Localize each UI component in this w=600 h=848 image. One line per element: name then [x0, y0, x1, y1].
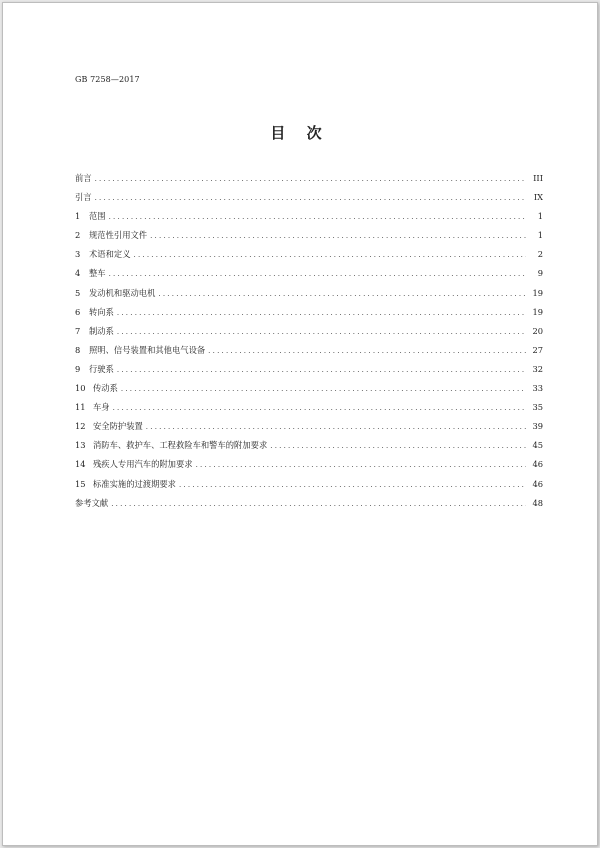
toc-entry-page: 20: [532, 325, 543, 336]
toc-entry-number: 15: [75, 478, 86, 489]
toc-entry-page: 33: [532, 383, 543, 394]
toc-entry-label: 安全防护装置: [93, 421, 143, 432]
toc-entry-5[interactable]: [75, 284, 543, 303]
dot-leader: [134, 246, 527, 265]
toc-entry-page: 45: [532, 440, 543, 451]
toc-entry-label: 制动系: [89, 325, 114, 336]
dot-leader: [117, 323, 526, 342]
toc-entry-13[interactable]: [75, 436, 543, 455]
toc-entry-label: 车身: [93, 402, 110, 413]
toc-entry-label: 行驶系: [89, 363, 114, 374]
toc-entry-label: 范围: [89, 211, 106, 222]
dot-leader: [208, 342, 526, 361]
toc-entry-page: 1: [537, 230, 543, 241]
toc-entry-page: 48: [532, 497, 543, 508]
dot-leader: [113, 399, 526, 418]
toc-entry-page: III: [533, 173, 543, 183]
document-page: [2, 2, 598, 846]
dot-leader: [109, 265, 526, 284]
toc-entry-number: 1: [75, 211, 81, 222]
toc-entry-12[interactable]: [75, 417, 543, 436]
dot-leader: [111, 495, 526, 514]
toc-entry-page: 35: [532, 402, 543, 413]
toc-entry-4[interactable]: [75, 264, 543, 283]
toc-entry-number: 4: [75, 268, 81, 279]
toc-entry-page: 39: [532, 421, 543, 432]
toc-entry-1[interactable]: [75, 207, 543, 226]
toc-title: 目 次: [270, 124, 330, 142]
toc-entry-9[interactable]: [75, 360, 543, 379]
toc-entry-number: 7: [75, 325, 81, 336]
dot-leader: [121, 380, 526, 399]
toc-entry-label: 消防车、救护车、工程救险车和警车的附加要求: [93, 440, 268, 451]
dot-leader: [196, 456, 526, 475]
dot-leader: [117, 304, 526, 323]
toc-entry-7[interactable]: [75, 322, 543, 341]
dot-leader: [95, 170, 526, 189]
document-code: GB 7258—2017: [75, 75, 140, 84]
toc-entry-label: 残疾人专用汽车的附加要求: [93, 459, 193, 470]
toc-entry-label: 发动机和驱动电机: [89, 287, 156, 298]
toc-entry-label: 照明、信号装置和其他电气设备: [89, 344, 206, 355]
toc-entry-label: 规范性引用文件: [89, 230, 148, 241]
toc-entry-8[interactable]: [75, 341, 543, 360]
table-of-contents: [75, 169, 543, 513]
toc-entry-page: 46: [532, 459, 543, 470]
toc-entry-label: 整车: [89, 268, 106, 279]
dot-leader: [150, 227, 526, 246]
toc-entry-number: 14: [75, 459, 86, 470]
toc-entry-page: 27: [532, 344, 543, 355]
toc-entry-page: 2: [537, 249, 543, 260]
toc-entry-number: 2: [75, 230, 81, 241]
toc-entry-3[interactable]: [75, 245, 543, 264]
toc-entry-number: 8: [75, 344, 81, 355]
toc-entry-page: 19: [532, 306, 543, 317]
toc-entry-number: 6: [75, 306, 81, 317]
dot-leader: [270, 437, 526, 456]
toc-entry-label: 术语和定义: [89, 249, 131, 260]
toc-entry-14[interactable]: [75, 455, 543, 474]
toc-entry-label: 标准实施的过渡期要求: [93, 478, 176, 489]
toc-entry-label: 传动系: [93, 383, 118, 394]
toc-entry-15[interactable]: [75, 475, 543, 494]
toc-entry-number: 9: [75, 363, 81, 374]
toc-entry-references[interactable]: [75, 494, 543, 513]
toc-entry-2[interactable]: [75, 226, 543, 245]
toc-entry-page: 19: [532, 287, 543, 298]
dot-leader: [109, 208, 526, 227]
toc-entry-number: 13: [75, 440, 86, 451]
toc-entry-preface[interactable]: [75, 169, 543, 188]
dot-leader: [95, 189, 526, 208]
toc-entry-label: 引言: [75, 192, 92, 203]
toc-entry-page: 32: [532, 363, 543, 374]
toc-entry-6[interactable]: [75, 303, 543, 322]
toc-entry-label: 转向系: [89, 306, 114, 317]
toc-entry-number: 12: [75, 421, 86, 432]
toc-entry-page: 46: [532, 478, 543, 489]
toc-entry-10[interactable]: [75, 379, 543, 398]
toc-entry-label: 参考文献: [75, 497, 109, 508]
toc-entry-page: IX: [533, 192, 543, 203]
dot-leader: [158, 285, 526, 304]
dot-leader: [117, 361, 526, 380]
toc-entry-11[interactable]: [75, 398, 543, 417]
dot-leader: [179, 476, 526, 495]
toc-entry-introduction[interactable]: [75, 188, 543, 207]
toc-entry-label: 前言: [75, 173, 92, 183]
toc-entry-page: 9: [537, 268, 543, 279]
toc-entry-number: 5: [75, 287, 81, 298]
dot-leader: [146, 418, 526, 437]
toc-entry-page: 1: [537, 211, 543, 222]
toc-entry-number: 10: [75, 383, 86, 394]
toc-entry-number: 11: [75, 402, 86, 413]
toc-entry-number: 3: [75, 249, 81, 260]
